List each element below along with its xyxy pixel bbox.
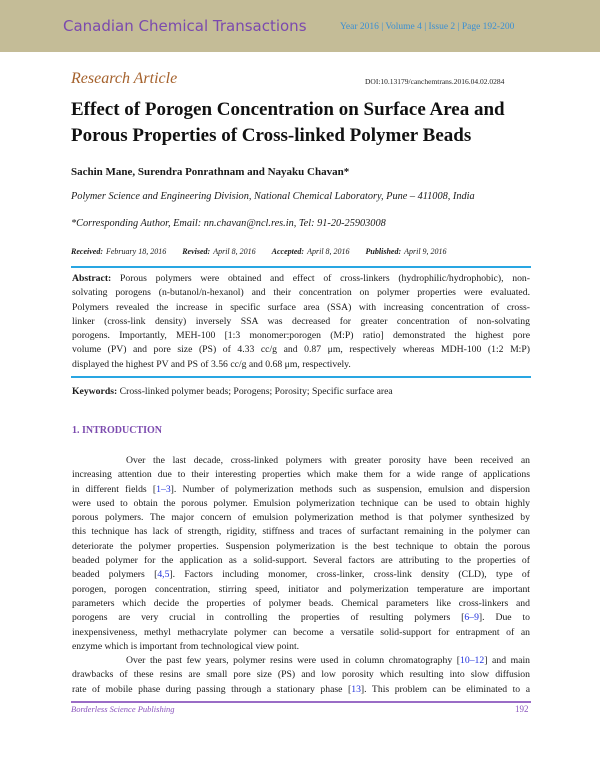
doi[interactable]: DOI:10.13179/canchemtrans.2016.04.02.0284: [365, 77, 505, 86]
received-date: February 18, 2016: [105, 247, 167, 256]
published-date: April 9, 2016: [404, 247, 447, 256]
body-line: increasing attention due to their interesting properties which make them for a wide range of applications: [72, 469, 530, 481]
article-title-line-2: Porous Properties of Cross-linked Polymer Beads: [71, 125, 472, 146]
abstract: [72, 272, 530, 372]
abstract-label: Abstract:: [72, 273, 112, 284]
body-line: porogen, porogen concentration, stirring speed, initiator and polymerization temperature are important: [72, 583, 530, 595]
body-line: drawbacks of these resins are small pore size (PS) and low porosity which resulting into slow diffusion: [72, 669, 530, 681]
page-number: 192: [515, 704, 529, 714]
body-line: beaded polymers [4,5]. Factors including monomer, cross-linker, cross-link density (CLD), type of: [72, 569, 530, 581]
abstract-line: Abstract: Porous polymers were obtained and effect of cross-linkers (hydrophilic/hydrophobic), non-: [72, 273, 530, 284]
body-line: Over the last decade, cross-linked polymers with greater porosity have been received an: [126, 455, 530, 466]
footer-rule: [71, 701, 531, 703]
footer-publisher: Borderless Science Publishing: [71, 704, 175, 714]
citation-link[interactable]: 13: [351, 683, 361, 695]
body-text: [72, 454, 530, 697]
affiliation: Polymer Science and Engineering Division, National Chemical Laboratory, Pune – 411008, India: [71, 191, 475, 202]
citation-link[interactable]: 1–3: [156, 483, 171, 495]
keywords-label: Keywords:: [72, 386, 118, 397]
journal-issue-info: Year 2016 | Volume 4 | Issue 2 | Page 192-200: [340, 22, 515, 32]
body-line: were used to obtain the porous polymer. Emulsion polymerization technique can be used to obtain highly: [72, 497, 530, 509]
body-line: rate of mobile phase during passing through a stationary phase [13]. This problem can be eliminated to a: [72, 683, 530, 695]
abstract-line: porogens. Importantly, MEH-100 [1:3 monomer:porogen (M:P) ratio] demonstrated the highest pore: [72, 330, 530, 342]
body-line: porogens are very crucial in controlling the properties of resulting polymers [6–9]. Due to: [72, 612, 530, 624]
article-type: Research Article: [71, 70, 178, 87]
keywords-text: Cross-linked polymer beads; Porogens; Porosity; Specific surface area: [117, 386, 393, 397]
published-label: Published:: [365, 247, 402, 256]
body-line: parameters which decide the properties of polymer beads. Chemical parameters like cross-linkers and: [72, 597, 530, 609]
article-title-line-1: Effect of Porogen Concentration on Surface Area and: [71, 99, 505, 120]
body-line: porous polymers. The major concern of emulsion polymerization method is that polymer synthesized by: [72, 512, 530, 524]
corresponding-author: *Corresponding Author, Email: nn.chavan@ncl.res.in, Tel: 91-20-25903008: [71, 218, 386, 229]
abstract-line: solvating porogens (n-butanol/n-hexanol) and their concentration on polymer properties were evaluated.: [72, 287, 530, 299]
abstract-line: Polymers revealed the increase in specific surface area (SSA) with increasing concentration of cross-: [72, 301, 530, 313]
abstract-line: displayed the highest PV and PS of 3.56 cc/g and 0.68 μm, respectively.: [72, 358, 351, 370]
body-line: in different fields [1–3]. Number of polymerization methods such as suspension, emulsion and dispersion: [72, 483, 530, 495]
keywords: [72, 386, 393, 397]
citation-link[interactable]: 6–9: [464, 612, 479, 624]
abstract-line: volume (PV) and pore size (PS) of 4.33 cc/g and 0.87 μm, respectively whereas MDH-100 (1:2 M:P): [72, 344, 530, 356]
body-line: beaded polymer for the application as a solid-support. Several factors are attributing to the properties of: [72, 555, 530, 567]
accepted-date: April 8, 2016: [307, 247, 350, 256]
revised-date: April 8, 2016: [213, 247, 256, 256]
article-dates: [71, 247, 447, 256]
body-line: inexpensiveness, methyl methacrylate polymer can become a versatile solid-support for entrapment of an: [72, 626, 530, 638]
journal-title: Canadian Chemical Transactions: [63, 17, 307, 35]
body-line: this technique has lack of strength, rigidity, stiffness and traces of surfactant remaining in the polymer can: [72, 526, 530, 538]
authors: Sachin Mane, Surendra Ponrathnam and Nayaku Chavan*: [71, 166, 350, 178]
body-line: deteriorate the polymer properties. Suspension polymerization is the best technique to obtain the porous: [72, 540, 530, 552]
received-label: Received:: [71, 247, 103, 256]
section-heading-introduction: 1. INTRODUCTION: [72, 425, 163, 436]
revised-label: Revised:: [182, 247, 211, 256]
accepted-label: Accepted:: [271, 247, 305, 256]
body-line: Over the past few years, polymer resins were used in column chromatography [10–12] and main: [126, 655, 530, 667]
abstract-line: linker (cross-link density) inversely SSA was decreased for greater concentration of non-solvating: [72, 315, 530, 327]
citation-link[interactable]: 4,5: [157, 569, 170, 581]
abstract-top-rule: [71, 266, 531, 268]
abstract-bottom-rule: [71, 376, 531, 378]
body-line: enzyme which is important from technological view point.: [72, 640, 300, 652]
citation-link[interactable]: 10–12: [460, 655, 485, 667]
